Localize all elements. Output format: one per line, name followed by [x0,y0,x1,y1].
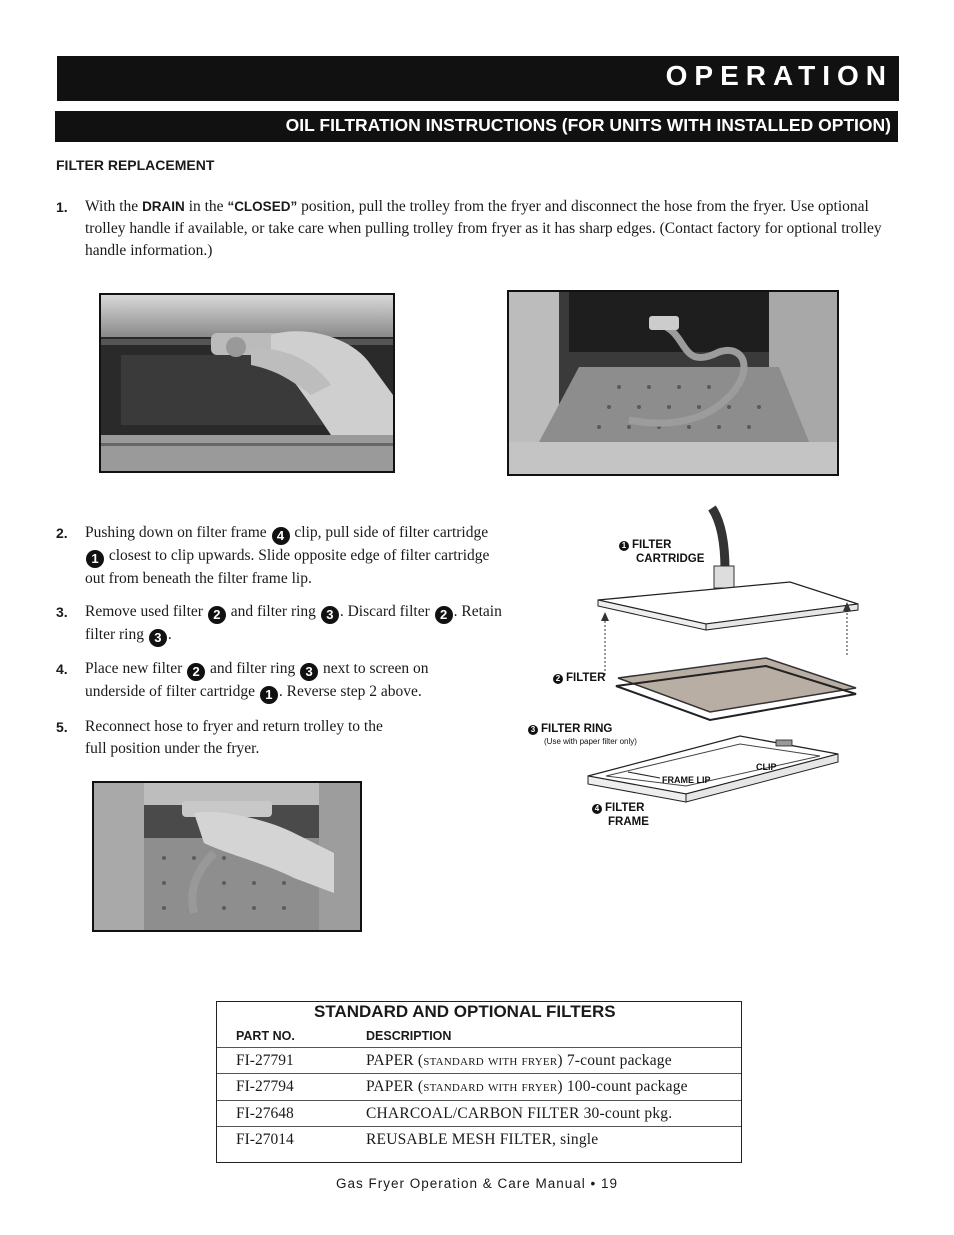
photo-disconnect-hose [99,293,395,473]
closed-keyword: “CLOSED” [227,199,298,214]
cartridge-badge: 1 [619,541,629,551]
column-header-description: DESCRIPTION [366,1029,452,1043]
part-number: FI-27791 [236,1052,294,1069]
page-footer: Gas Fryer Operation & Care Manual • 19 [335,1176,619,1191]
subsection-title: OIL FILTRATION INSTRUCTIONS (FOR UNITS WITH INSTALLED OPTION) [285,115,891,135]
step-4-text [85,658,485,704]
step-2-text [85,522,509,590]
desc-text: REUSABLE MESH FILTER, single [366,1131,599,1148]
desc-smallcaps: standard with fryer [423,1052,558,1069]
filter-label-text: FILTER [566,672,606,684]
frame-lip-label: FRAME LIP [662,775,711,785]
cartridge-label-line1: FILTER [632,539,672,551]
table-row [217,1100,741,1127]
desc-text: ) 100-count package [557,1078,688,1095]
step-4-text-part: Place new filter [85,660,187,677]
step-2-number: 2. [56,525,68,541]
desc-text: PAPER ( [366,1052,424,1069]
step-1-text-part: in the [184,198,228,215]
table-title: STANDARD AND OPTIONAL FILTERS [314,1002,616,1021]
step-4-text-part: . Reverse step 2 above. [278,683,422,700]
step-4-text-part: next to screen on underside of filter cartridge [85,660,429,700]
table-row [217,1047,741,1074]
step-5-number: 5. [56,719,68,735]
photo-reconnect-hose [92,781,362,932]
desc-text: PAPER ( [366,1078,424,1095]
filter-label [553,671,605,685]
part-number: FI-27014 [236,1131,294,1148]
banner-title: OPERATION [665,60,893,91]
part-number: FI-27794 [236,1078,294,1095]
desc-text: CHARCOAL/CARBON FILTER 30-count pkg. [366,1105,673,1122]
step-1-text-part: With the [85,198,143,215]
step-1-text [85,196,890,262]
filter-badge: 2 [553,674,563,684]
ring-callout-badge: 3 [321,606,339,624]
step-3-text [85,601,509,647]
ring-label-text: FILTER RING [541,723,613,735]
filter-replacement-heading: FILTER REPLACEMENT [56,157,215,173]
cartridge-callout-badge: 1 [260,686,278,704]
desc-smallcaps: standard with fryer [423,1078,558,1095]
ring-badge: 3 [528,725,538,735]
cartridge-label [619,538,704,566]
photo-trolley-pulled [507,290,839,476]
filter-callout-badge: 2 [208,606,226,624]
frame-label-line2: FRAME [608,816,649,828]
step-1-text-part: position, pull the trolley from the fryer and disconnect the hose from the fryer. Use optional trolley handle if available, or take care when pulling trolley from fryer as it has sharp edges. (Contact factory for optional trolley handle information.) [85,198,882,259]
step-3-number: 3. [56,604,68,620]
ring-callout-badge: 3 [300,663,318,681]
cartridge-callout-badge: 1 [86,550,104,568]
frame-badge: 4 [592,804,602,814]
cartridge-label-line2: CARTRIDGE [636,553,705,565]
filter-exploded-diagram [520,500,870,840]
filter-callout-badge: 2 [435,606,453,624]
ring-note: (Use with paper filter only) [544,737,637,746]
clip-label: CLIP [756,762,777,772]
step-3-text-part: . Retain filter ring [85,603,502,643]
section-banner [57,56,899,101]
step-4-text-part: and filter ring [206,660,300,677]
step-2-text-part: Pushing down on filter frame [85,524,271,541]
step-3-text-part: . [167,626,172,643]
step-4-number: 4. [56,661,68,677]
drain-keyword: DRAIN [142,199,185,214]
step-1-number: 1. [56,199,68,215]
subsection-banner [55,111,898,142]
step-3-text-part: and filter ring [226,603,320,620]
column-header-part: PART NO. [236,1029,295,1043]
step-2-text-part: clip, pull side of filter cartridge [290,524,489,541]
frame-callout-badge: 4 [272,527,290,545]
desc-text: ) 7-count package [557,1052,672,1069]
filter-callout-badge: 2 [187,663,205,681]
step-2-text-part: closest to clip upwards. Slide opposite edge of filter cartridge out from beneath the filter frame lip. [85,547,490,587]
frame-label [592,801,649,829]
frame-label-line1: FILTER [605,802,645,814]
part-description [366,1105,672,1123]
ring-callout-badge: 3 [149,629,167,647]
part-number: FI-27648 [236,1105,294,1122]
ring-label [528,722,612,736]
filters-table [216,1001,742,1163]
table-row [217,1073,741,1100]
part-description [366,1052,672,1070]
part-description [366,1078,688,1096]
step-3-text-part: Remove used filter [85,603,207,620]
part-description [366,1131,598,1149]
step-5-text: Reconnect hose to fryer and return trolley to the full position under the fryer. [85,718,383,757]
table-row [217,1126,741,1153]
step-3-text-part: . Discard filter [339,603,434,620]
